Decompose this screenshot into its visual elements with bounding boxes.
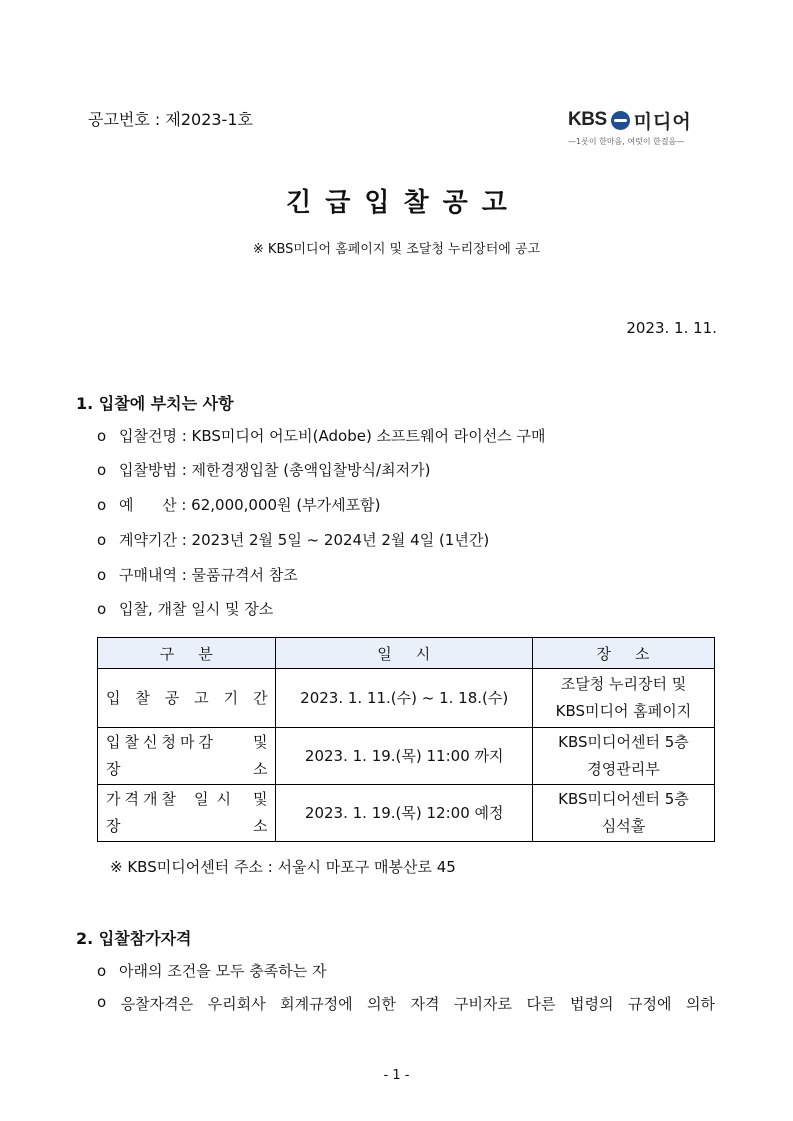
list-item	[97, 529, 489, 550]
list-item	[97, 459, 430, 480]
bullet-icon: o	[97, 427, 107, 445]
row-datetime: 2023. 1. 19.(목) 12:00 예정	[276, 785, 533, 842]
label-word: 소	[252, 817, 268, 835]
table-header-place: 장소	[532, 638, 714, 669]
list-item-text: 입찰, 개찰 일시 및 장소	[119, 600, 274, 618]
place-line: KBS미디어센터 5층	[558, 790, 689, 808]
place-line: KBS미디어센터 5층	[558, 733, 689, 751]
bid-schedule-table	[97, 637, 715, 842]
word: 의하	[685, 995, 715, 1013]
label-word: 및	[252, 790, 268, 808]
table-header-datetime: 일시	[276, 638, 533, 669]
place-line: 심석홀	[601, 817, 646, 835]
list-item	[97, 598, 273, 619]
label-char: 고	[194, 688, 209, 707]
kbs-media-logo	[568, 106, 708, 150]
label-word: 장	[106, 817, 121, 835]
bullet-icon: o	[97, 962, 107, 980]
label-char: 공	[164, 688, 180, 707]
list-item	[97, 494, 380, 515]
bullet-icon: o	[97, 531, 107, 549]
label-word: 입찰신청마감	[106, 733, 217, 751]
document-title: 긴급입찰공고	[286, 188, 521, 218]
bullet-icon: o	[97, 461, 107, 479]
logo-slogan: —1롯이 한마음, 여럿이 한걸음—	[568, 137, 685, 146]
word: 자격	[410, 995, 440, 1013]
table-row	[98, 728, 715, 785]
label-char: 간	[252, 688, 268, 707]
logo-media-text: 미디어	[633, 110, 692, 133]
bullet-icon: o	[97, 993, 107, 1011]
row-place	[532, 728, 714, 785]
place-line: 조달청 누리장터 및	[560, 675, 687, 693]
list-item-text: 구매내역 : 물품규격서 참조	[119, 566, 298, 584]
word: 의한	[367, 995, 397, 1013]
label-char: 기	[223, 688, 239, 707]
table-row	[98, 785, 715, 842]
list-item-text: 계약기간 : 2023년 2월 5일 ~ 2024년 2월 4일 (1년간)	[119, 531, 490, 549]
word: 구비자로	[454, 995, 512, 1013]
row-place	[532, 785, 714, 842]
row-datetime: 2023. 1. 11.(수) ~ 1. 18.(수)	[276, 669, 533, 728]
bullet-icon: o	[97, 600, 107, 618]
table-header-category: 구분	[98, 638, 276, 669]
label-word: 및	[252, 733, 268, 751]
list-item	[97, 993, 715, 1014]
word: 회계규정에	[280, 995, 353, 1013]
table-row	[98, 669, 715, 728]
label-word: 일시	[193, 790, 239, 808]
list-item	[97, 425, 546, 446]
label-word: 장	[106, 760, 121, 778]
label-word: 소	[252, 760, 268, 778]
list-item	[97, 960, 326, 981]
section2-heading: 2. 입찰참가자격	[76, 929, 192, 948]
place-line: KBS미디어 홈페이지	[555, 702, 692, 720]
document-subtitle: ※ KBS미디어 홈페이지 및 조달청 누리장터에 공고	[252, 242, 541, 257]
word: 법령의	[569, 995, 614, 1013]
list-item-text: 예 산 : 62,000,000원 (부가세포함)	[119, 496, 381, 514]
address-note: ※ KBS미디어센터 주소 : 서울시 마포구 매봉산로 45	[110, 858, 456, 876]
word: 우리회사	[207, 995, 266, 1013]
label-char: 입	[106, 688, 121, 707]
list-item-text: 아래의 조건을 모두 충족하는 자	[119, 962, 327, 980]
notice-number: 공고번호 : 제2023-1호	[88, 110, 253, 129]
section1-heading: 1. 입찰에 부치는 사항	[76, 394, 234, 413]
word: 규정에	[627, 995, 672, 1013]
word: 응찰자격은	[120, 995, 194, 1013]
label-word: 가격개찰	[106, 790, 180, 808]
row-label	[98, 785, 276, 842]
logo-circle-icon	[611, 111, 630, 130]
row-label	[98, 728, 276, 785]
label-char: 찰	[135, 688, 150, 707]
list-item-text: 입찰방법 : 제한경쟁입찰 (총액입찰방식/최저가)	[119, 461, 431, 479]
notice-date: 2023. 1. 11.	[626, 319, 717, 337]
bullet-icon: o	[97, 566, 107, 584]
logo-kbs-text: KBS	[568, 109, 607, 130]
list-item-text: 입찰건명 : KBS미디어 어도비(Adobe) 소프트웨어 라이선스 구매	[119, 427, 546, 445]
word: 다른	[526, 995, 556, 1013]
page-number: - 1 -	[383, 1068, 410, 1083]
row-label	[98, 669, 276, 728]
row-place	[532, 669, 714, 728]
list-item	[97, 564, 298, 585]
bullet-icon: o	[97, 496, 107, 514]
row-datetime: 2023. 1. 19.(목) 11:00 까지	[276, 728, 533, 785]
place-line: 경영관리부	[587, 760, 660, 778]
